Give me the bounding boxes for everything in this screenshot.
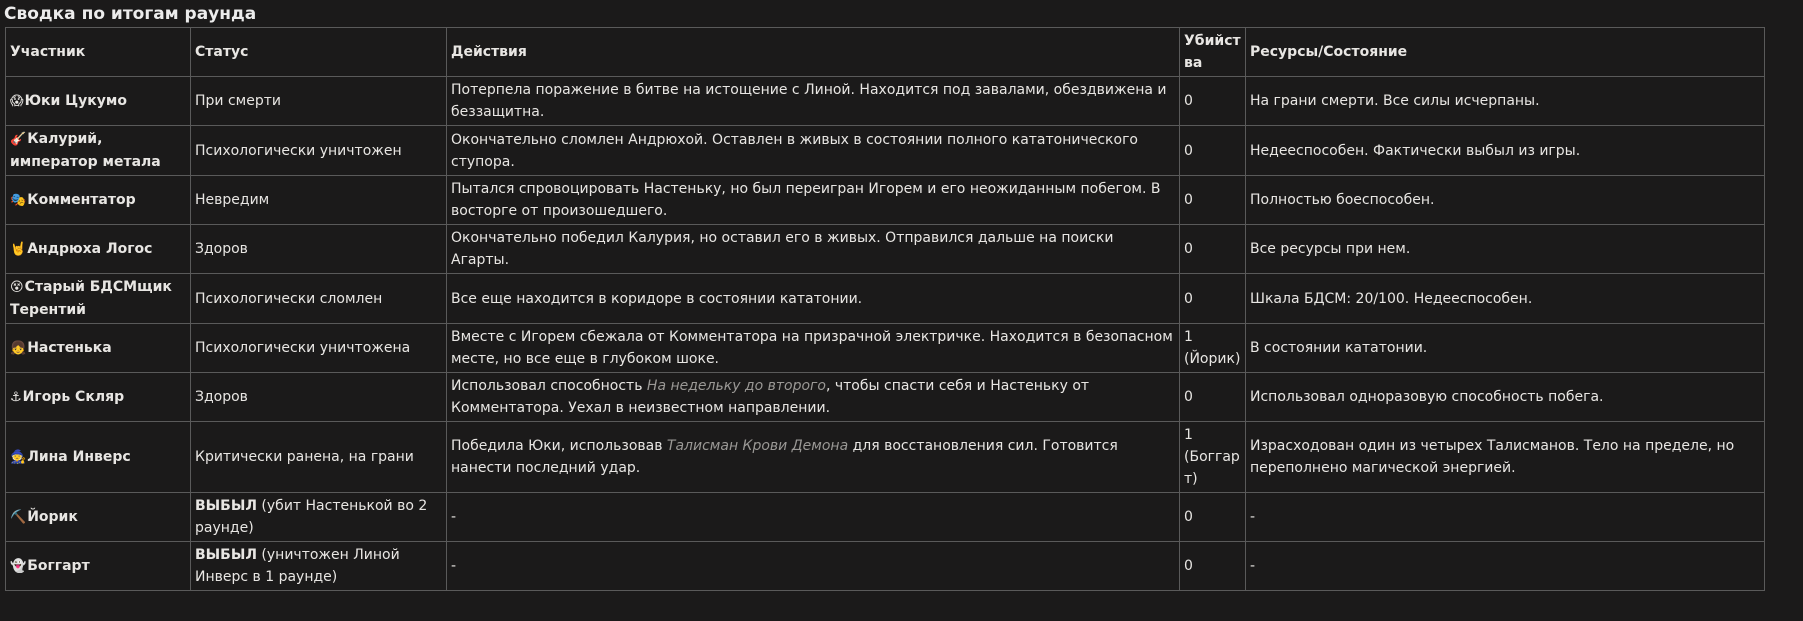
participant-emoji-icon: ⛏️ bbox=[10, 509, 27, 525]
participant-cell bbox=[6, 176, 191, 225]
actions-cell bbox=[447, 373, 1180, 422]
actions-text: - bbox=[451, 558, 457, 574]
actions-text: Потерпела поражение в битве на истощение с Линой. Находится под завалами, обездвижена и беззащитна. bbox=[451, 82, 1167, 120]
status-text: (убит Настенькой во 2 раунде) bbox=[195, 498, 428, 536]
participant-cell bbox=[6, 324, 191, 373]
resources-cell: Шкала БДСМ: 20/100. Недееспособен. bbox=[1246, 274, 1765, 324]
status-cell bbox=[191, 176, 447, 225]
participant-name: Старый БДСМщик Терентий bbox=[10, 279, 172, 318]
actions-text: Окончательно сломлен Андрюхой. Оставлен в живых в состоянии полного кататонического ступора. bbox=[451, 131, 1138, 170]
status-text: (уничтожен Линой Инверс в 1 раунде) bbox=[195, 547, 400, 585]
resources-cell: Недееспособен. Фактически выбыл из игры. bbox=[1246, 126, 1765, 176]
participant-cell bbox=[6, 493, 191, 542]
status-cell bbox=[191, 542, 447, 591]
ability-name: На недельку до второго bbox=[646, 378, 826, 394]
participant-emoji-icon: 🎸 bbox=[10, 132, 27, 147]
kills-cell: 0 bbox=[1180, 77, 1246, 126]
participant-name: Лина Инверс bbox=[27, 448, 131, 465]
status-text: Здоров bbox=[195, 389, 248, 405]
status-cell bbox=[191, 126, 447, 176]
status-cell bbox=[191, 225, 447, 274]
table-header-row bbox=[6, 28, 1765, 77]
kills-cell: 0 bbox=[1180, 493, 1246, 542]
kills-cell: 0 bbox=[1180, 373, 1246, 422]
actions-cell bbox=[447, 77, 1180, 126]
actions-text: Пытался спровоцировать Настеньку, но был переигран Игорем и его неожиданным побегом. В восторге от произошедшего. bbox=[451, 181, 1161, 219]
resources-cell: Все ресурсы при нем. bbox=[1246, 225, 1765, 274]
kills-cell: 0 bbox=[1180, 176, 1246, 225]
participant-emoji-icon: 😱 bbox=[10, 93, 24, 109]
participant-cell bbox=[6, 77, 191, 126]
table-row bbox=[6, 422, 1765, 493]
participant-name: Игорь Скляр bbox=[22, 388, 125, 405]
participant-emoji-icon: 🧙 bbox=[10, 449, 27, 465]
participant-name: Калурий, император метала bbox=[10, 131, 161, 170]
status-text: Психологически уничтожена bbox=[195, 340, 411, 356]
kills-cell: 1 (Йорик) bbox=[1180, 324, 1246, 373]
header-kills: Убийства bbox=[1180, 28, 1246, 77]
status-text: Психологически сломлен bbox=[195, 290, 383, 307]
actions-text: Победила Юки, использовав bbox=[451, 438, 667, 454]
actions-cell bbox=[447, 126, 1180, 176]
table-row bbox=[6, 373, 1765, 422]
resources-cell: В состоянии кататонии. bbox=[1246, 324, 1765, 373]
actions-text-end: для восстановления сил. Готовится нанести последний удар. bbox=[451, 438, 1118, 476]
resources-cell: На грани смерти. Все силы исчерпаны. bbox=[1246, 77, 1765, 126]
kills-cell: 1 (Боггарт) bbox=[1180, 422, 1246, 493]
table-row bbox=[6, 225, 1765, 274]
actions-text: Окончательно победил Калурия, но оставил его в живых. Отправился дальше на поиски Агарты. bbox=[451, 230, 1114, 268]
status-text: Невредим bbox=[195, 192, 270, 208]
resources-cell: Полностью боеспособен. bbox=[1246, 176, 1765, 225]
participant-name: Комментатор bbox=[27, 191, 136, 208]
participant-emoji-icon: 👻 bbox=[10, 558, 27, 574]
status-text: Критически ранена, на грани bbox=[195, 449, 414, 465]
participant-name: Андрюха Логос bbox=[27, 240, 153, 257]
resources-cell: Израсходован один из четырех Талисманов. Тело на пределе, но переполнено магической энергией. bbox=[1246, 422, 1765, 493]
participant-emoji-icon: 👧 bbox=[10, 340, 27, 356]
status-text: Здоров bbox=[195, 241, 248, 257]
participant-emoji-icon: 🤘 bbox=[10, 241, 27, 257]
actions-text: Использовал способность bbox=[451, 378, 647, 394]
actions-cell bbox=[447, 225, 1180, 274]
header-resources: Ресурсы/Состояние bbox=[1246, 28, 1765, 77]
resources-cell: - bbox=[1246, 493, 1765, 542]
actions-cell bbox=[447, 176, 1180, 225]
actions-cell bbox=[447, 274, 1180, 324]
actions-cell bbox=[447, 542, 1180, 591]
participant-name: Юки Цукумо bbox=[24, 92, 127, 109]
status-text: Психологически уничтожен bbox=[195, 142, 402, 159]
actions-text-end: , чтобы спасти себя и Настеньку от Комментатора. Уехал в неизвестном направлении. bbox=[451, 378, 1090, 416]
actions-text: Вместе с Игорем сбежала от Комментатора на призрачной электричке. Находится в безопасном месте, но все еще в глубоком шоке. bbox=[451, 329, 1173, 367]
actions-cell bbox=[447, 422, 1180, 493]
participant-cell bbox=[6, 126, 191, 176]
participant-emoji-icon: 🎭 bbox=[10, 192, 27, 208]
table-row bbox=[6, 274, 1765, 324]
table-row bbox=[6, 493, 1765, 542]
resources-cell: - bbox=[1246, 542, 1765, 591]
status-cell bbox=[191, 324, 447, 373]
participant-name: Йорик bbox=[27, 508, 78, 525]
participant-name: Настенька bbox=[27, 339, 112, 356]
kills-cell: 0 bbox=[1180, 542, 1246, 591]
ability-name: Талисман Крови Демона bbox=[666, 438, 849, 454]
round-summary-table bbox=[5, 27, 1765, 591]
status-cell bbox=[191, 274, 447, 324]
status-cell bbox=[191, 422, 447, 493]
kills-cell: 0 bbox=[1180, 126, 1246, 176]
header-participant: Участник bbox=[6, 28, 191, 77]
participant-emoji-icon: ⚓ bbox=[10, 389, 22, 405]
participant-emoji-icon: 😵 bbox=[10, 280, 24, 295]
table-body bbox=[6, 77, 1765, 591]
participant-cell bbox=[6, 373, 191, 422]
table-row bbox=[6, 77, 1765, 126]
actions-text: - bbox=[451, 509, 457, 525]
table-row bbox=[6, 542, 1765, 591]
page-title: Сводка по итогам раунда bbox=[4, 4, 257, 24]
kills-cell: 0 bbox=[1180, 225, 1246, 274]
actions-cell bbox=[447, 493, 1180, 542]
status-bold: ВЫБЫЛ bbox=[195, 498, 257, 514]
resources-cell: Использовал одноразовую способность побега. bbox=[1246, 373, 1765, 422]
status-text: При смерти bbox=[195, 93, 281, 109]
table-row bbox=[6, 324, 1765, 373]
header-status: Статус bbox=[191, 28, 447, 77]
status-cell bbox=[191, 493, 447, 542]
actions-text: Все еще находится в коридоре в состоянии кататонии. bbox=[451, 290, 863, 307]
participant-cell bbox=[6, 422, 191, 493]
status-bold: ВЫБЫЛ bbox=[195, 547, 257, 563]
header-actions: Действия bbox=[447, 28, 1180, 77]
status-cell bbox=[191, 77, 447, 126]
participant-cell bbox=[6, 225, 191, 274]
actions-cell bbox=[447, 324, 1180, 373]
kills-cell: 0 bbox=[1180, 274, 1246, 324]
participant-cell bbox=[6, 542, 191, 591]
table-row bbox=[6, 176, 1765, 225]
status-cell bbox=[191, 373, 447, 422]
participant-name: Боггарт bbox=[27, 557, 90, 574]
table-row bbox=[6, 126, 1765, 176]
participant-cell bbox=[6, 274, 191, 324]
